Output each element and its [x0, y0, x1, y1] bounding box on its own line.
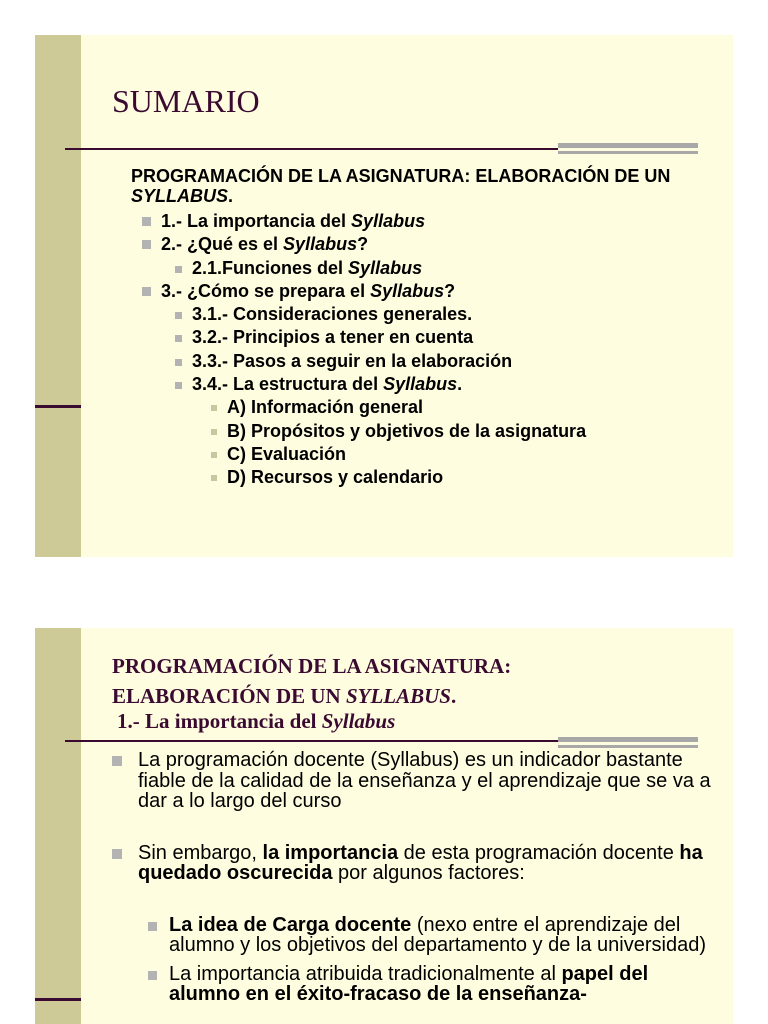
- page-title: SUMARIO: [112, 83, 260, 119]
- title-rule-accent: [558, 143, 698, 154]
- bullet-paragraph: La programación docente (Syllabus) es un indicador bastante fiable de la calidad de la enseñanza y el aprendizaje que se va a dar a lo largo del curso: [110, 750, 720, 812]
- slide-side-strip: [35, 35, 81, 557]
- slide-subtitle: 1.- La importancia del Syllabus: [117, 709, 396, 733]
- list-item: C) Evaluación: [131, 443, 711, 466]
- list-item: 1.- La importancia del Syllabus: [131, 210, 711, 233]
- list-item: A) Información general: [131, 396, 711, 419]
- list-item: 3.3.- Pasos a seguir en la elaboración: [131, 350, 711, 373]
- title-rule-accent: [558, 737, 698, 748]
- list-item: 2.1.Funciones del Syllabus: [131, 257, 711, 280]
- slide-side-strip: [35, 628, 81, 1024]
- slide-importancia: [35, 628, 733, 1024]
- sub-bullet-paragraph: La importancia atribuida tradicionalmente al papel del alumno en el éxito-fracaso de la enseñanza-: [110, 964, 720, 1005]
- sub-bullet-paragraph: La idea de Carga docente (nexo entre el aprendizaje del alumno y los objetivos del departamento y de la universidad): [110, 915, 720, 956]
- table-of-contents: [131, 166, 711, 490]
- strip-marker: [35, 998, 81, 1001]
- list-item: D) Recursos y calendario: [131, 466, 711, 489]
- slide-title: PROGRAMACIÓN DE LA ASIGNATURA: ELABORACIÓN DE UN SYLLABUS.: [112, 654, 512, 708]
- toc-heading: PROGRAMACIÓN DE LA ASIGNATURA: ELABORACIÓN DE UN SYLLABUS.: [131, 166, 671, 206]
- list-item: 2.- ¿Qué es el Syllabus?: [131, 233, 711, 256]
- list-item: 3.- ¿Cómo se prepara el Syllabus?: [131, 280, 711, 303]
- bullet-paragraph: Sin embargo, la importancia de esta programación docente ha quedado oscurecida por algunos factores:: [110, 843, 720, 884]
- strip-marker: [35, 405, 81, 408]
- slide-sumario: [35, 35, 733, 557]
- list-item: B) Propósitos y objetivos de la asignatura: [131, 420, 711, 443]
- list-item: 3.2.- Principios a tener en cuenta: [131, 326, 711, 349]
- list-item: 3.1.- Consideraciones generales.: [131, 303, 711, 326]
- list-item: 3.4.- La estructura del Syllabus.: [131, 373, 711, 396]
- slide-body: [110, 750, 720, 1005]
